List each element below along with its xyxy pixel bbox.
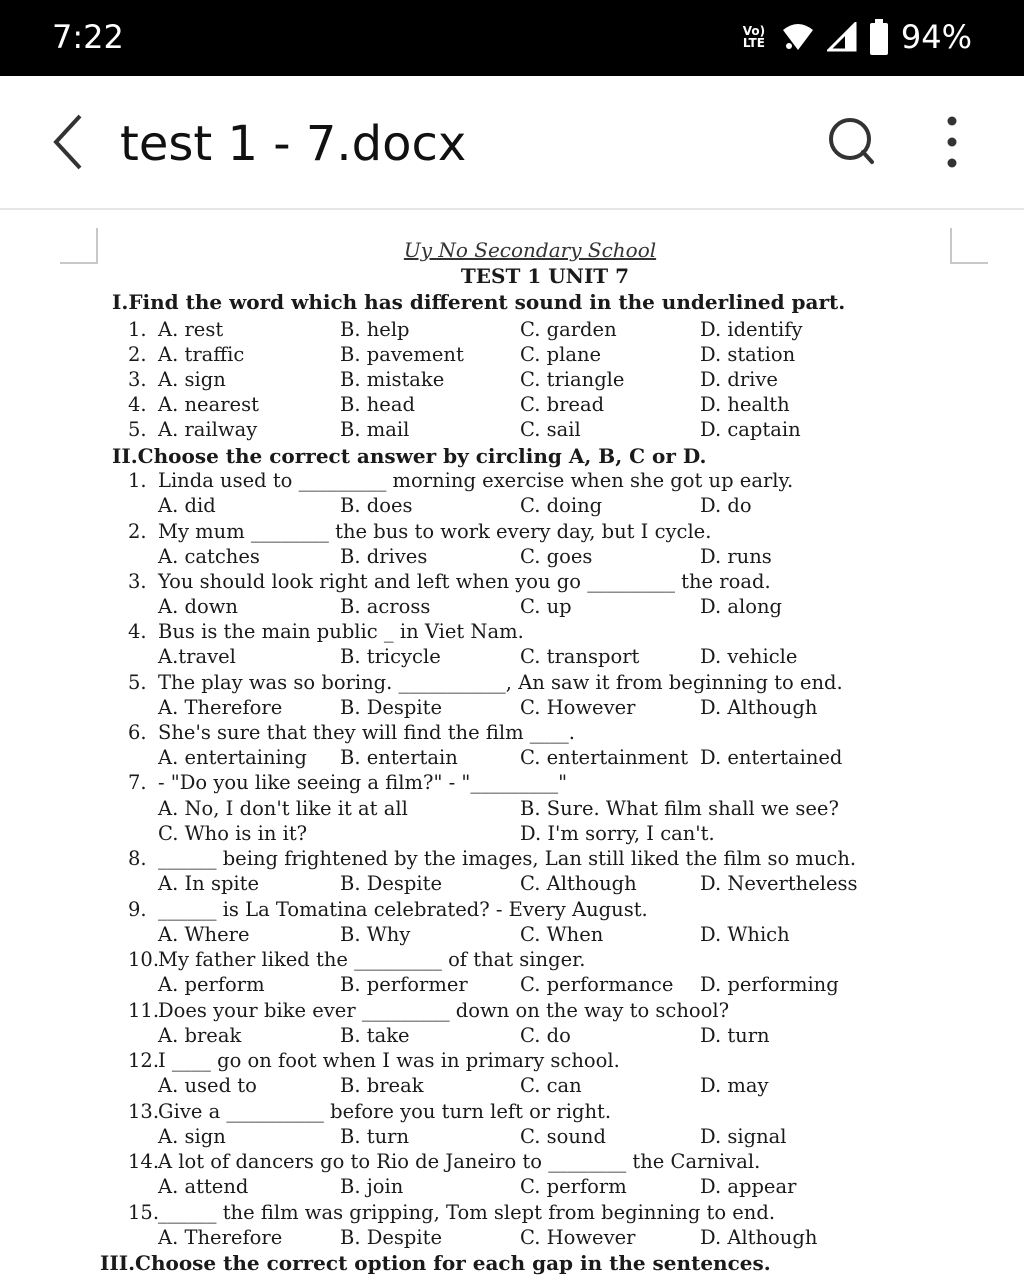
back-arrow-icon[interactable] <box>46 112 96 172</box>
option-b: B. join <box>340 1175 404 1198</box>
question-number: 13. <box>128 1100 160 1123</box>
option-c: C. When <box>520 923 604 946</box>
option-b: B. tricycle <box>340 645 441 668</box>
question-number: 11. <box>128 999 160 1022</box>
question-number: 3. <box>128 368 147 391</box>
option-b: B. take <box>340 1024 410 1047</box>
option-c: C. sail <box>520 418 581 441</box>
option-c: C. sound <box>520 1125 606 1148</box>
section-2-heading: II.Choose the correct answer by circling A, B, C or D. <box>112 444 707 468</box>
option-b: B. entertain <box>340 746 458 769</box>
question-number: 1. <box>128 469 147 492</box>
option-d: D. Nevertheless <box>700 872 858 895</box>
option-d: D. drive <box>700 368 778 391</box>
option-d: D. identify <box>700 318 803 341</box>
option-b: B. turn <box>340 1125 410 1148</box>
question-number: 14. <box>128 1150 160 1173</box>
option-c: C. Who is in it? <box>158 822 308 845</box>
option-c: C. goes <box>520 545 593 568</box>
option-d: D. performing <box>700 973 839 996</box>
more-options-icon[interactable] <box>940 112 964 172</box>
option-a: A. used to <box>158 1074 257 1097</box>
school-name: Uy No Secondary School <box>403 238 657 262</box>
question-number: 5. <box>128 418 147 441</box>
option-c: C. entertainment <box>520 746 689 769</box>
option-a: A. Therefore <box>158 1226 283 1249</box>
question-number: 4. <box>128 393 147 416</box>
option-a: A. catches <box>158 545 260 568</box>
option-a: A. perform <box>158 973 265 996</box>
question-text: She's sure that they will find the film ____. <box>158 721 575 744</box>
option-d: D. do <box>700 494 752 517</box>
option-c: C. transport <box>520 645 640 668</box>
option-c: C. bread <box>520 393 605 416</box>
question-number: 2. <box>128 343 147 366</box>
section-1-heading: I.Find the word which has different sound in the underlined part. <box>112 290 846 314</box>
status-bar <box>0 0 1024 76</box>
option-b: B. drives <box>340 545 428 568</box>
question-number: 3. <box>128 570 147 593</box>
option-a: A. railway <box>158 418 258 441</box>
option-b: B. help <box>340 318 410 341</box>
option-a: A. No, I don't like it at all <box>158 797 408 820</box>
question-number: 15. <box>128 1201 160 1224</box>
option-b: B. Why <box>340 923 411 946</box>
option-c: C. However <box>520 1226 636 1249</box>
option-d: D. entertained <box>700 746 843 769</box>
option-c: C. However <box>520 696 636 719</box>
option-a: A. traffic <box>158 343 245 366</box>
option-a: A. In spite <box>158 872 260 895</box>
question-text: ______ the film was gripping, Tom slept from beginning to end. <box>158 1201 776 1224</box>
option-d: D. Although <box>700 1226 818 1249</box>
option-d: D. vehicle <box>700 645 798 668</box>
option-b: B. head <box>340 393 415 416</box>
option-c: C. plane <box>520 343 602 366</box>
question-text: The play was so boring. ___________, An saw it from beginning to end. <box>158 671 843 694</box>
option-b: B. does <box>340 494 413 517</box>
option-a: A. rest <box>158 318 224 341</box>
option-d: D. Although <box>700 696 818 719</box>
question-text: ______ being frightened by the images, Lan still liked the film so much. <box>158 847 857 870</box>
question-number: 12. <box>128 1049 160 1072</box>
option-a: A. Where <box>158 923 250 946</box>
question-text: A lot of dancers go to Rio de Janeiro to ________ the Carnival. <box>158 1150 761 1173</box>
option-c: C. triangle <box>520 368 625 391</box>
option-a: A. sign <box>158 368 226 391</box>
question-text: You should look right and left when you go _________ the road. <box>158 570 771 593</box>
option-d: D. appear <box>700 1175 797 1198</box>
option-c: C. garden <box>520 318 617 341</box>
option-d: D. signal <box>700 1125 787 1148</box>
option-a: A.travel <box>158 645 236 668</box>
option-c: C. can <box>520 1074 582 1097</box>
document-page[interactable] <box>0 210 1024 1279</box>
question-number: 2. <box>128 520 147 543</box>
option-b: B. performer <box>340 973 468 996</box>
question-text: My father liked the _________ of that singer. <box>158 948 586 971</box>
question-number: 7. <box>128 771 147 794</box>
option-d: D. along <box>700 595 782 618</box>
option-b: B. mistake <box>340 368 445 391</box>
option-d: D. turn <box>700 1024 770 1047</box>
option-a: A. break <box>158 1024 242 1047</box>
test-title: TEST 1 UNIT 7 <box>460 264 630 288</box>
option-a: A. nearest <box>158 393 259 416</box>
option-d: D. runs <box>700 545 772 568</box>
option-a: A. did <box>158 494 216 517</box>
question-text: Linda used to _________ morning exercise when she got up early. <box>158 469 794 492</box>
signal-icon <box>827 22 857 52</box>
battery-icon <box>869 19 889 55</box>
option-b: B. break <box>340 1074 424 1097</box>
option-c: C. Although <box>520 872 637 895</box>
option-b: B. Despite <box>340 872 443 895</box>
option-c: C. do <box>520 1024 571 1047</box>
question-text: Give a __________ before you turn left or right. <box>158 1100 612 1123</box>
option-b: B. Despite <box>340 1226 443 1249</box>
question-number: 1. <box>128 318 147 341</box>
battery-percent: 94% <box>900 18 972 56</box>
option-a: A. attend <box>158 1175 249 1198</box>
option-a: A. Therefore <box>158 696 283 719</box>
question-number: 5. <box>128 671 147 694</box>
question-text: My mum ________ the bus to work every day, but I cycle. <box>158 520 712 543</box>
question-number: 6. <box>128 721 147 744</box>
option-b: B. Sure. What film shall we see? <box>520 797 839 820</box>
question-text: ______ is La Tomatina celebrated? - Every August. <box>158 898 648 921</box>
question-number: 10. <box>128 948 160 971</box>
option-c: C. up <box>520 595 572 618</box>
question-text: Bus is the main public _ in Viet Nam. <box>158 620 524 643</box>
option-d: D. I'm sorry, I can't. <box>520 822 715 845</box>
document-title: test 1 - 7.docx <box>120 116 467 172</box>
option-d: D. captain <box>700 418 801 441</box>
question-text: - "Do you like seeing a film?" - "_________" <box>158 771 568 794</box>
question-text: Does your bike ever _________ down on the way to school? <box>158 999 730 1022</box>
option-b: B. mail <box>340 418 410 441</box>
option-a: A. sign <box>158 1125 226 1148</box>
option-d: D. station <box>700 343 796 366</box>
app-bar <box>0 76 1024 210</box>
status-icons <box>739 18 972 56</box>
option-b: B. Despite <box>340 696 443 719</box>
option-d: D. Which <box>700 923 790 946</box>
search-icon[interactable] <box>826 116 876 166</box>
option-b: B. pavement <box>340 343 464 366</box>
option-c: C. doing <box>520 494 603 517</box>
volte-lte-icon: Vo) LTE <box>742 24 766 50</box>
section-3-heading: III.Choose the correct option for each gap in the sentences. <box>100 1251 771 1275</box>
option-d: D. may <box>700 1074 769 1097</box>
question-number: 8. <box>128 847 147 870</box>
question-number: 9. <box>128 898 147 921</box>
option-a: A. down <box>158 595 238 618</box>
option-d: D. health <box>700 393 790 416</box>
question-text: I ____ go on foot when I was in primary school. <box>158 1049 620 1072</box>
option-b: B. across <box>340 595 431 618</box>
wifi-icon <box>781 22 815 52</box>
option-c: C. performance <box>520 973 674 996</box>
question-number: 4. <box>128 620 147 643</box>
option-c: C. perform <box>520 1175 627 1198</box>
option-a: A. entertaining <box>158 746 307 769</box>
status-time: 7:22 <box>52 18 124 56</box>
